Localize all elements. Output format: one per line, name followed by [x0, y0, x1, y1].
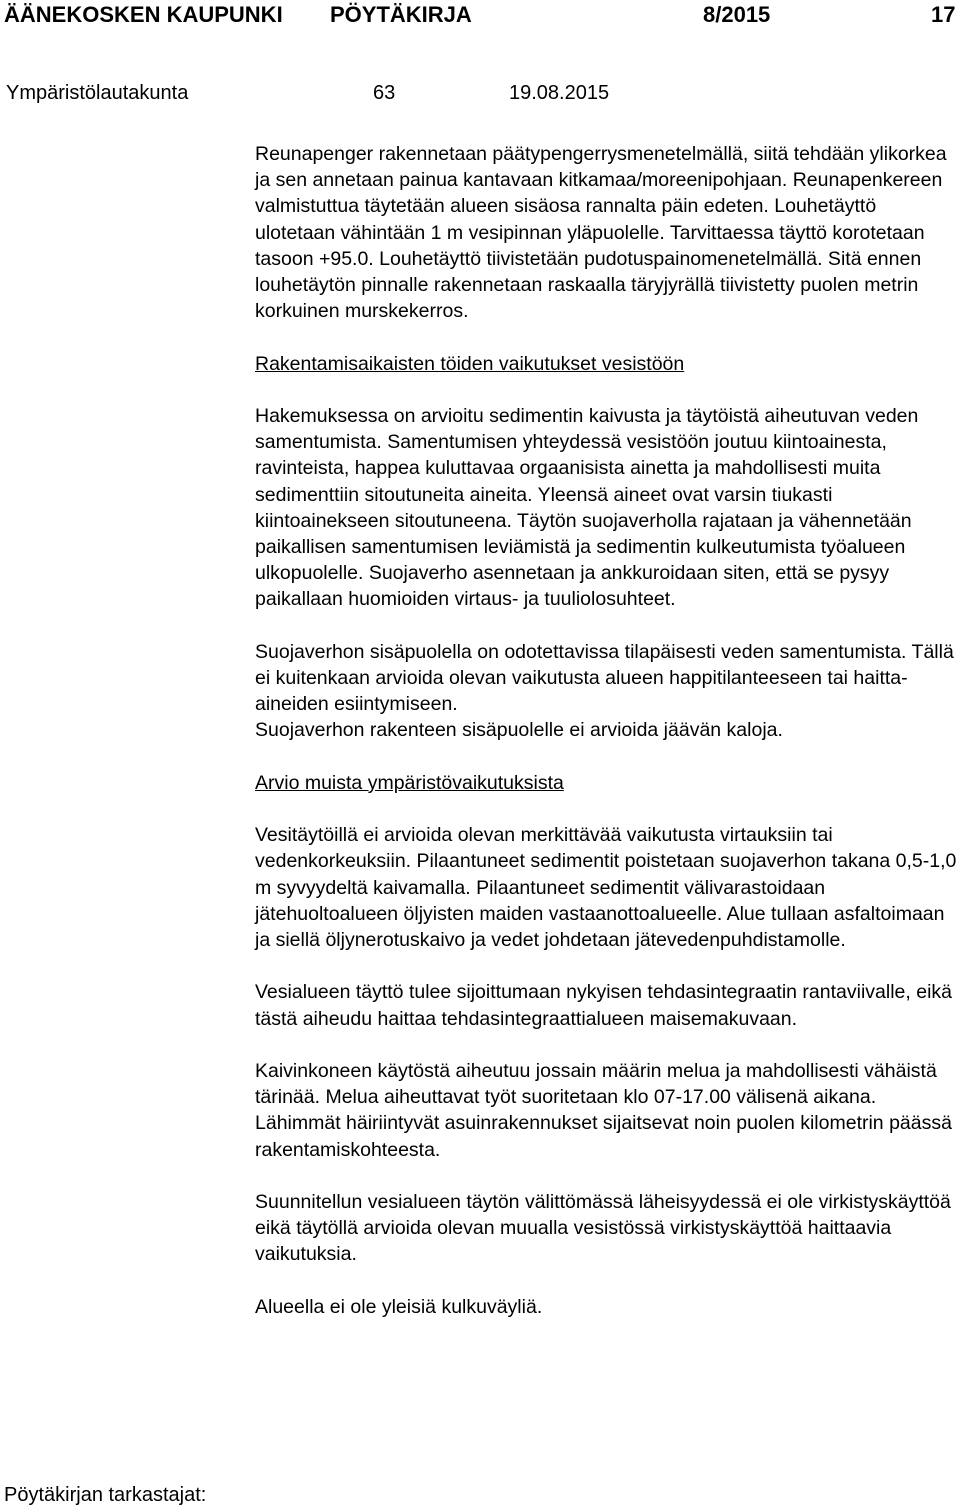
meeting-date: 19.08.2015 — [509, 82, 610, 104]
paragraph-oxygen: Suojaverhon sisäpuolella on odotettavissa tilapäisesti veden samentumista. Tällä ei kuitenkaan arvioida olevan vaikutusta alueen happitilanteeseen tai haitta-aineiden esiintymiseen. — [255, 640, 954, 716]
section-number: 63 — [373, 82, 396, 104]
paragraph-recreation: Suunnitellun vesialueen täytön välittömässä läheisyydessä ei ole virkistyskäyttöä eikä täytöllä arvioida olevan muualla vesistössä virkistyskäyttöä haittaavia vaikutuksia. — [255, 1191, 951, 1266]
board-name: Ympäristölautakunta — [6, 82, 189, 104]
paragraph-waterways: Alueella ei ole yleisiä kulkuväyliä. — [255, 1295, 543, 1318]
minutes-inspectors-label: Pöytäkirjan tarkastajat: — [4, 1484, 207, 1506]
document-type: PÖYTÄKIRJA — [330, 2, 472, 27]
meeting-info — [0, 82, 960, 110]
paragraph-construction: Reunapenger rakennetaan päätypengerrysmenetelmällä, siitä tehdään ylikorkea ja sen annetaan painua kantavaan kitkamaa/moreenipohjaan. Reunapenkereen valmistuttua täytetään alueen sisäosa rannalta päin edeten. Louhetäyttö ulotetaan vähintään 1 m vesipinnan yläpuolelle. Tarvittaessa täyttö korotetaan tasoon +95.0. Louhetäyttö tiivistetään pudotuspainomenetelmällä. Sitä ennen louhetäytön pinnalle rakennetaan raskaalla täryjyrällä tiivistetty puolen metrin korkuinen murskekerros. — [255, 143, 947, 323]
paragraph-flows: Vesitäytöillä ei arvioida olevan merkittävää vaikutusta virtauksiin tai vedenkorkeuksiin. Pilaantuneet sedimentit poistetaan suojaverhon takana 0,5-1,0 m syvyydeltä kaivamalla. Pilaantuneet sedimentit välivarastoidaan jätehuoltoalueen öljyisten maiden vastaanottoalueelle. Alue tullaan asfaltoimaan ja siellä öljynerotuskaivo ja vedet johdetaan jätevedenpuhdistamolle. — [255, 824, 957, 952]
paragraph-landscape: Vesialueen täyttö tulee sijoittumaan nykyisen tehdasintegraatin rantaviivalle, eikä tästä aiheudu haittaa tehdasintegraattialueen maisemakuvaan. — [255, 981, 953, 1030]
document-body — [255, 141, 958, 1320]
paragraph-noise: Kaivinkoneen käytöstä aiheutuu jossain määrin melua ja mahdollisesti vähäistä tärinää. Melua aiheuttavat työt suoritetaan klo 07-17.00 välisenä aikana. Lähimmät häiriintyvät asuinrakennukset sijaitsevat noin puolen kilometrin päässä rakentamiskohteesta. — [255, 1060, 952, 1161]
paragraph-fish: Suojaverhon rakenteen sisäpuolelle ei arvioida jäävän kaloja. — [255, 719, 783, 742]
page-header — [0, 2, 960, 32]
paragraph-turbidity: Hakemuksessa on arvioitu sedimentin kaivusta ja täytöistä aiheutuvan veden samentumista. Samentumisen yhteydessä vesistöön joutuu kiintoainesta, ravinteista, happea kuluttavaa orgaanisista ainetta ja mahdollisesti muita sedimenttiin sitoutuneita aineita. Yleensä aineet ovat varsin tiukasti kiintoainekseen sitoutuneena. Täytön suojaverholla rajataan ja vähennetään paikallisen samentumisen leviämistä ja sedimentin kulkeutumista työalueen ulkopuolelle. Suojaverho asennetaan ja ankkuroidaan siten, että se pysyy paikallaan huomioiden virtaus- ja tuuliolosuhteet. — [255, 405, 919, 611]
page-number: 17 — [931, 2, 956, 27]
heading-other-impacts: Arvio muista ympäristövaikutuksista — [255, 771, 564, 794]
municipality-name: ÄÄNEKOSKEN KAUPUNKI — [4, 2, 283, 27]
heading-construction-impacts: Rakentamisaikaisten töiden vaikutukset vesistöön — [255, 352, 685, 375]
issue-number: 8/2015 — [703, 2, 771, 27]
